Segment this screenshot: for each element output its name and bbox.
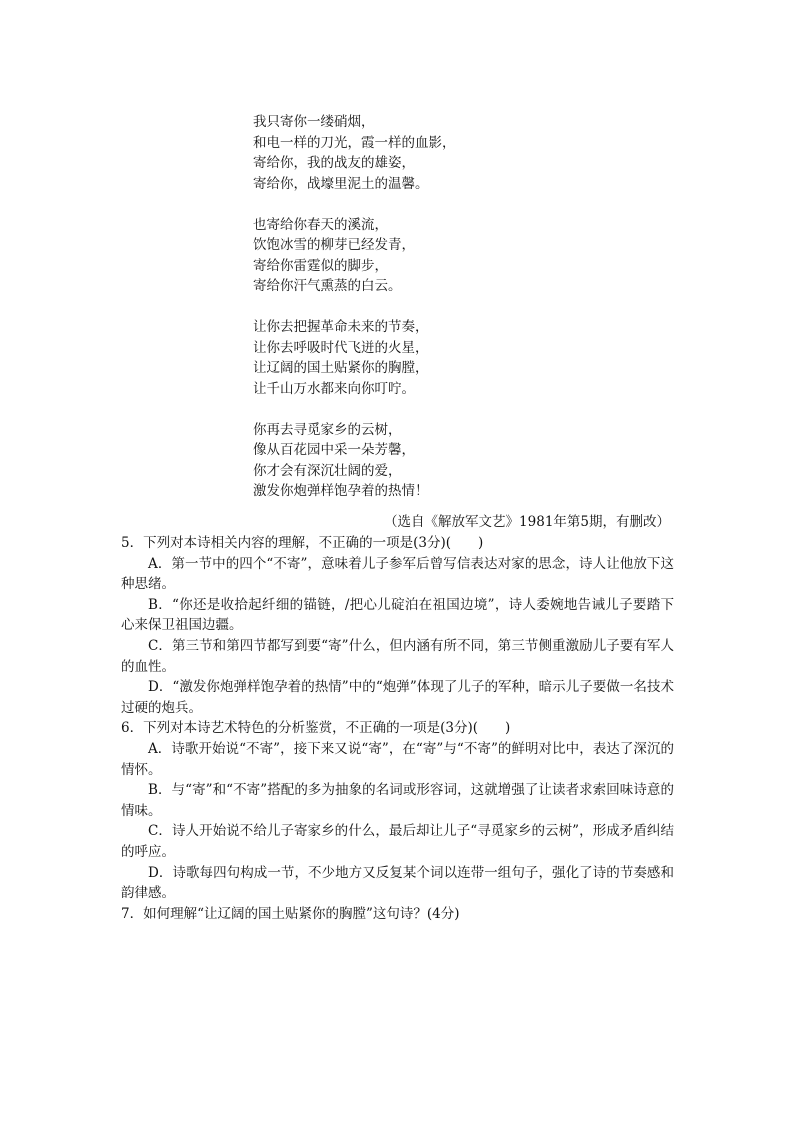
- poem-stanza-4: [253, 420, 456, 502]
- poem-line: 你才会有深沉壮阔的爱，: [253, 462, 402, 479]
- question-7: [121, 904, 674, 925]
- option-b: B．“你还是收拾起纤细的锚链，/把心儿碇泊在祖国边境”，诗人委婉地告诫儿子要踏下心来保卫祖国边疆。: [121, 596, 674, 634]
- option-c: C．第三节和第四节都写到要“寄”什么，但内涵有所不同，第三节侧重激励儿子要有军人的血性。: [121, 637, 674, 675]
- option-d: D．“激发你炮弹样饱孕着的热情”中的“炮弹”体现了儿子的军种，暗示儿子要做一名技术过硬的炮兵。: [121, 679, 674, 716]
- poem-line: 你再去寻觅家乡的云树，: [253, 421, 402, 438]
- poem-line: 让你去呼吸时代飞迸的火星，: [253, 339, 429, 356]
- question-5: [121, 533, 674, 718]
- question-list: [121, 533, 674, 924]
- poem-line: 像从百花园中采一朵芳馨，: [253, 442, 415, 458]
- poem-stanza-3: [253, 317, 456, 399]
- poem-line: 寄给你，战壕里泥土的温馨。: [253, 175, 429, 192]
- question-6: [121, 718, 674, 903]
- poem: [253, 112, 456, 502]
- poem-line: 寄给你，我的战友的雄姿，: [253, 155, 415, 171]
- option-c: C．诗人开始说不给儿子寄家乡的什么，最后却让儿子“寻觅家乡的云树”，形成矛盾纠结的呼应。: [121, 823, 674, 860]
- option-a: A．诗歌开始说“不寄”，接下来又说“寄”，在“寄”与“不寄”的鲜明对比中，表达了深沉的情怀。: [121, 740, 674, 778]
- option-a: A．第一节中的四个“不寄”，意味着儿子参军后曾写信表达对家的思念，诗人让他放下这种思绪。: [121, 555, 674, 593]
- question-stem: 5．下列对本诗相关内容的理解，不正确的一项是(3分)( ): [121, 535, 484, 551]
- poem-line: 我只寄你一缕硝烟，: [253, 114, 375, 130]
- option-b: B．与“寄”和“不寄”搭配的多为抽象的名词或形容词，这就增强了让读者求索回味诗意的情味。: [121, 782, 674, 819]
- poem-line: 激发你炮弹样饱孕着的热情！: [253, 483, 429, 499]
- poem-stanza-1: [253, 112, 456, 194]
- poem-line: 让千山万水都来向你叮咛。: [253, 380, 415, 397]
- question-stem: 7．如何理解“让辽阔的国土贴紧你的胸膛”这句诗？(4分): [121, 905, 460, 922]
- poem-stanza-2: [253, 215, 456, 297]
- poem-line: 饮饱冰雪的柳芽已经发青，: [253, 237, 415, 253]
- poem-line: 和电一样的刀光，霞一样的血影，: [253, 134, 456, 151]
- poem-line: 寄给你汗气熏蒸的白云。: [253, 278, 402, 294]
- poem-line: 让辽阔的国土贴紧你的胸膛，: [253, 360, 429, 376]
- poem-line: 也寄给你春天的溪流，: [253, 216, 388, 233]
- question-stem: 6．下列对本诗艺术特色的分析鉴赏，不正确的一项是(3分)( ): [121, 720, 511, 737]
- poem-line: 让你去把握革命未来的节奏，: [253, 319, 429, 335]
- option-d: D．诗歌每四句构成一节，不少地方又反复某个词以连带一组句子，强化了诗的节奏感和韵律感。: [121, 864, 674, 902]
- poem-line: 寄给你雷霆似的脚步，: [253, 257, 388, 274]
- poem-source: （选自《解放军文艺》1981年第5期，有删改）: [384, 514, 670, 530]
